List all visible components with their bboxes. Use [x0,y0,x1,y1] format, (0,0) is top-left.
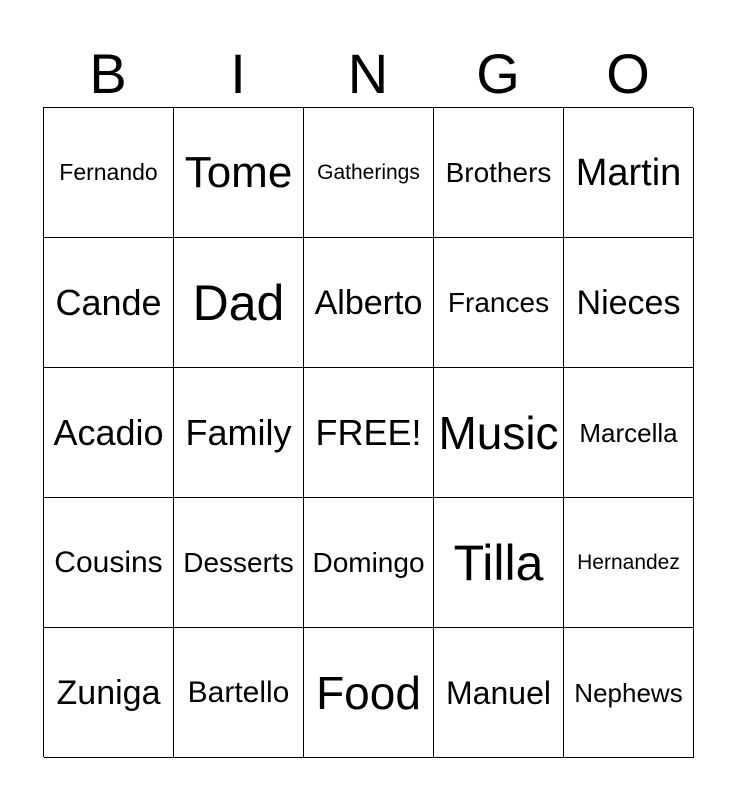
bingo-cell[interactable]: Martin [564,108,694,238]
bingo-cell[interactable]: Marcella [564,368,694,498]
bingo-cell[interactable]: FREE! [304,368,434,498]
bingo-cell[interactable]: Cousins [44,498,174,628]
bingo-cell[interactable]: Manuel [434,628,564,758]
bingo-cell[interactable]: Gatherings [304,108,434,238]
bingo-cell[interactable]: Acadio [44,368,174,498]
header-letter-b: B [89,42,127,105]
bingo-cell[interactable]: Family [174,368,304,498]
bingo-cell[interactable]: Cande [44,238,174,368]
bingo-cell[interactable]: Dad [174,238,304,368]
header-letter-o: O [606,42,650,105]
bingo-cell[interactable]: Zuniga [44,628,174,758]
bingo-cell[interactable]: Desserts [174,498,304,628]
bingo-cell[interactable]: Tilla [434,498,564,628]
bingo-cell[interactable]: Brothers [434,108,564,238]
bingo-card-grid [43,107,693,757]
bingo-cell[interactable]: Music [434,368,564,498]
bingo-cell[interactable]: Tome [174,108,304,238]
bingo-cell[interactable]: Frances [434,238,564,368]
header-letter-n: N [347,42,389,105]
header-letter-g: G [476,42,520,105]
header-letter-i: I [230,42,246,105]
bingo-cell[interactable]: Fernando [44,108,174,238]
bingo-cell[interactable]: Nieces [564,238,694,368]
bingo-cell[interactable]: Domingo [304,498,434,628]
bingo-cell[interactable]: Hernandez [564,498,694,628]
bingo-header [43,44,693,104]
bingo-cell[interactable]: Bartello [174,628,304,758]
bingo-cell[interactable]: Nephews [564,628,694,758]
bingo-cell[interactable]: Food [304,628,434,758]
bingo-cell[interactable]: Alberto [304,238,434,368]
